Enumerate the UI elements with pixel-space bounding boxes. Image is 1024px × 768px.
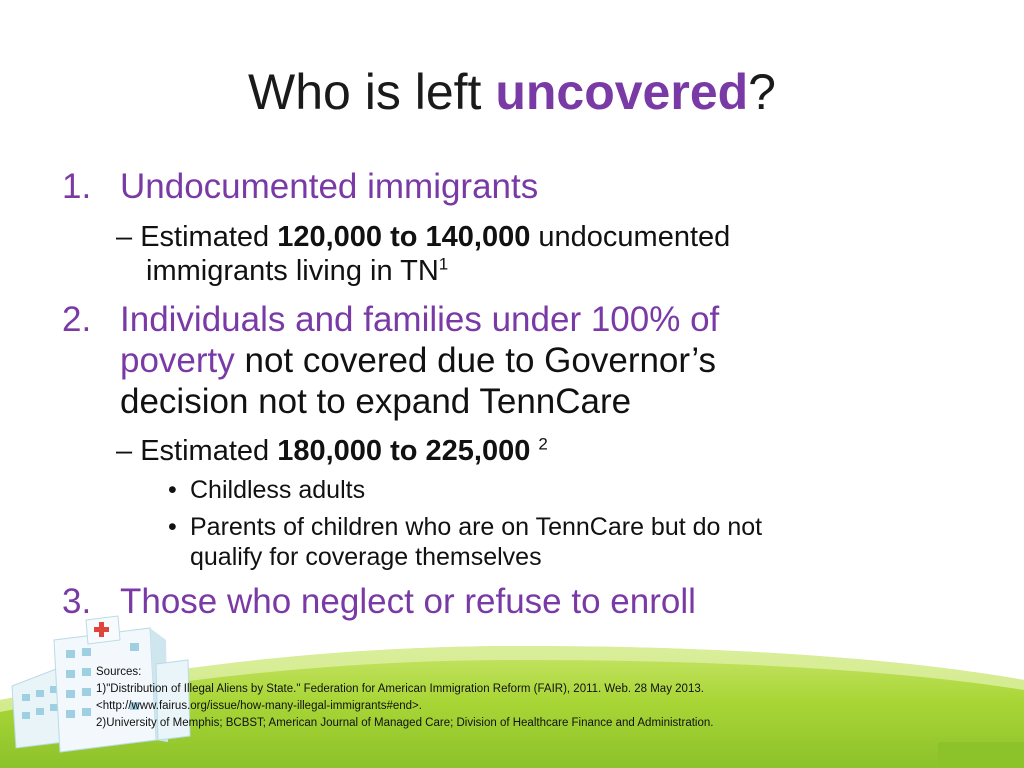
item-2-heading-line1: Individuals and families under 100% of xyxy=(120,300,720,339)
item-2-estimate-range: 180,000 to 225,000 xyxy=(277,435,531,467)
corner-tab xyxy=(938,742,1024,768)
source-2: 2)University of Memphis; BCBST; American Journal of Managed Care; Division of Healthcare Finance and Administration. xyxy=(96,717,714,729)
item-1-dash: – xyxy=(116,221,141,253)
item-2-estimate xyxy=(116,434,548,468)
bullet-parents-line1: Parents of children who are on TennCare but do not xyxy=(190,513,763,541)
item-2-heading-line2-rest: not covered due to Governor’s xyxy=(234,341,716,380)
source-1-url: <http://www.fairus.org/issue/how-many-illegal-immigrants#end>. xyxy=(96,700,422,712)
item-1-estimate-range: 120,000 to 140,000 xyxy=(277,221,531,253)
title-emphasis: uncovered xyxy=(495,64,749,120)
title-suffix: ? xyxy=(748,64,776,120)
bullet-childless-adults: Childless adults xyxy=(190,476,366,504)
item-2-estimate-pre: Estimated xyxy=(140,435,278,467)
title-prefix: Who is left xyxy=(248,64,496,120)
item-1-estimate-pre: Estimated xyxy=(140,221,278,253)
item-1-estimate-line2-text: immigrants living in TN xyxy=(146,255,439,287)
item-2-dash: – xyxy=(116,435,141,467)
bullet-mark: • xyxy=(168,476,177,504)
item-3-number: 3. xyxy=(62,582,92,621)
item-2-heading-poverty: poverty xyxy=(120,341,235,380)
footnote-ref-1: 1 xyxy=(438,254,449,274)
item-1-estimate-post: undocumented xyxy=(530,221,731,253)
footnote-ref-2: 2 xyxy=(538,434,548,454)
bullet-parents-line2: qualify for coverage themselves xyxy=(190,543,542,571)
item-2-heading-line3: decision not to expand TennCare xyxy=(120,382,632,421)
item-1-estimate xyxy=(116,220,730,254)
item-1-number: 1. xyxy=(62,167,92,206)
item-1-estimate-line2 xyxy=(146,254,448,288)
sources-heading: Sources: xyxy=(96,666,142,678)
slide-title xyxy=(0,60,1024,124)
bullet-mark: • xyxy=(168,513,177,541)
sources-block xyxy=(96,664,713,732)
item-1-heading: Undocumented immigrants xyxy=(120,167,539,206)
item-2-number: 2. xyxy=(62,300,92,339)
item-3-heading: Those who neglect or refuse to enroll xyxy=(120,582,696,621)
source-1: 1)"Distribution of Illegal Aliens by State." Federation for American Immigration Reform (FAIR), 2011. Web. 28 May 2013. xyxy=(96,683,704,695)
item-2-heading-line2 xyxy=(120,340,716,382)
